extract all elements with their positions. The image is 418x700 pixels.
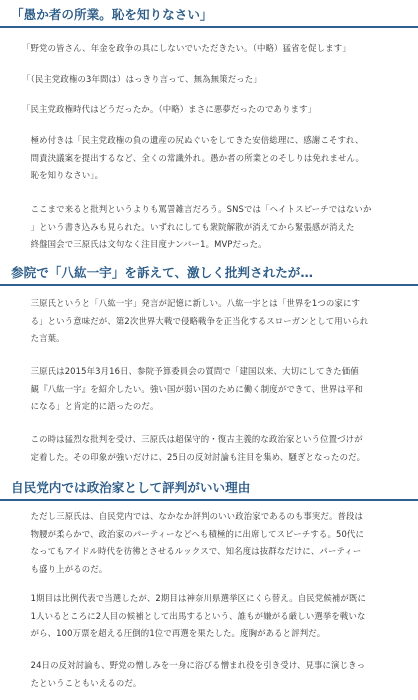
section-heading-1: 「愚か者の所業。恥を知りなさい」: [0, 4, 418, 28]
paragraph-line: 極め付きは「民主党政権の負の遺産の尻ぬぐいをしてきた安倍総理に、感謝こそすれ、: [30, 135, 364, 145]
paragraph-line: 恥を知りなさい」。: [30, 170, 104, 180]
paragraph-line: がら、100万票を超える圧倒的1位で再選を果たした。度胸があると評判だ。: [30, 628, 326, 638]
paragraph-body: [22, 431, 402, 466]
paragraph-line: る」という意味だが、第2次世界大戦で侵略戦争を正当化するスローガンとして用いられ: [30, 315, 369, 326]
paragraph-body: [22, 590, 402, 643]
paragraph-line: 「（民主党政権の3年間は）はっきり言って、無為無策だった」: [22, 74, 262, 84]
paragraph-line: 「野党の皆さん、年金を政争の具にしないでいただきたい。（中略）猛省を促します」: [22, 43, 351, 53]
paragraph-line: 三原氏というと「八紘一宇」発言が記憶に新しい。八紘一宇とは「世界を1つの家にす: [30, 298, 361, 308]
paragraph-line: この時は猛烈な批判を受け、三原氏は超保守的・復古主義的な政治家という位置づけが: [30, 434, 363, 444]
paragraph-body: [22, 132, 402, 185]
paragraph-line: 定着した。その印象が強いだけに、25日の反対討論も注目を集め、騒ぎとなったのだ。: [30, 451, 366, 462]
paragraph-line: なってもアイドル時代を彷彿とさせるルックスで、知名度は抜群なだけに、パーティー: [30, 546, 362, 556]
paragraph-line: 問責決議案を提出するなど、全くの常識外れ。愚か者の所業とのそしりは免れません。: [30, 152, 365, 163]
paragraph-line: 観『八紘一宇』を紹介したい。強い国が弱い国のために働く制度ができて、世界は平和: [30, 383, 363, 394]
paragraph-line: 1期目は比例代表で当選したが、2期目は神奈川県選挙区にくら替え。自民党候補が既に: [30, 593, 367, 603]
paragraph-body: [22, 363, 402, 416]
paragraph-line: 三原氏は2015年3月16日、参院予算委員会の質問で「建国以来、大切にしてきた価値: [30, 366, 359, 376]
paragraph-line: ただし三原氏は、自民党内では、なかなか評判のいい政治家であるのも事実だ。普段は: [30, 511, 364, 521]
paragraph-line: も盛り上がるのだ。: [30, 563, 108, 574]
paragraph-quote-1: [22, 40, 402, 58]
paragraph-quote-2: [22, 71, 402, 89]
paragraph-body: [22, 508, 402, 578]
paragraph-line: 」という書き込みも見られた。いずれにしても衆院解散が消えてから緊張感が消えた: [30, 221, 355, 232]
section-heading-2: 参院で「八紘一宇」を訴えて、激しく批判されたが…: [0, 262, 418, 286]
paragraph-line: ここまで来ると批判というよりも罵詈雑言だろう。SNSでは「ヘイトスピーチではないか: [30, 204, 372, 214]
paragraph-line: 24日の反対討論も、野党の憎しみを一身に浴びる憎まれ役を引き受け、見事に演じきっ: [30, 660, 366, 670]
paragraph-line: 物腰が柔らかで、政治家のパーティーなどへも積極的に出席してスピーチする。50代に: [30, 528, 364, 539]
paragraph-quote-3: [22, 101, 402, 119]
paragraph-line: たということもいえるのだ。: [30, 677, 142, 688]
paragraph-line: 終盤国会で三原氏は文句なく注目度ナンバー1。MVPだった。: [30, 239, 267, 249]
section-heading-3: 自民党内では政治家として評判がいい理由: [0, 477, 418, 501]
paragraph-line: 1人いるところに2人目の候補として出馬するという、誰もが嫌がる厳しい選挙を戦いな: [30, 610, 366, 621]
paragraph-body: [22, 657, 402, 692]
paragraph-line: た言葉。: [30, 333, 65, 343]
paragraph-line: になる」と肯定的に語ったのだ。: [30, 401, 159, 411]
paragraph-body: [22, 201, 402, 254]
paragraph-line: 「民主党政権時代はどうだったか。（中略）まさに悪夢だったのであります」: [22, 104, 317, 114]
paragraph-body: [22, 295, 402, 348]
